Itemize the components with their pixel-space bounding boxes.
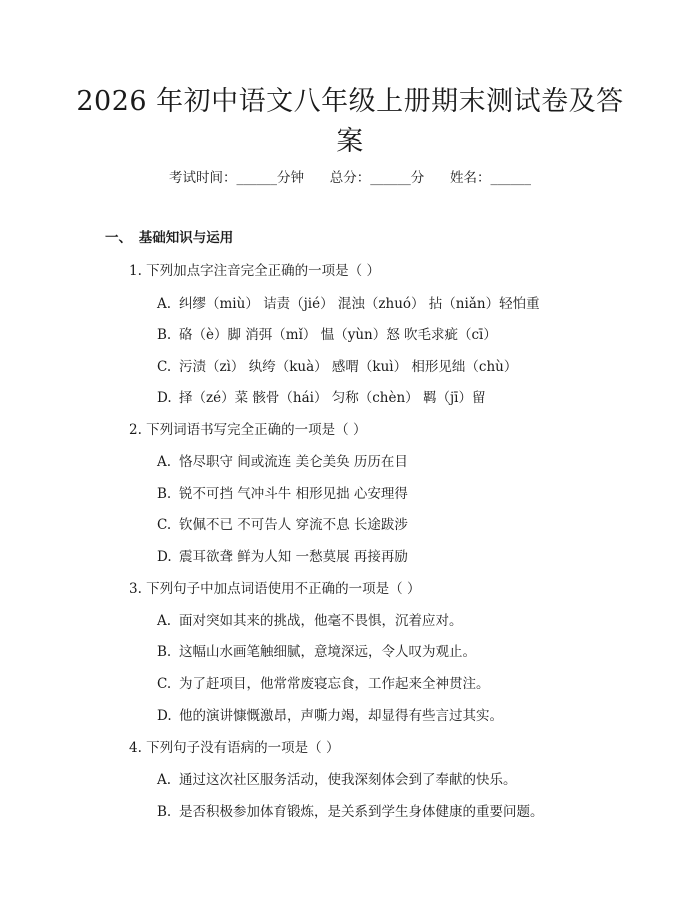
- exam-title-line2: 案: [336, 126, 364, 157]
- question-stem: 3. 下列句子中加点词语使用不正确的一项是（ ）: [129, 581, 421, 597]
- option-text: 为了赶项目，他常常废寝忘食，工作起来全神贯注。: [179, 676, 490, 692]
- question-option: [157, 643, 476, 661]
- option-label: A.: [157, 772, 172, 788]
- option-label: C.: [157, 676, 172, 692]
- option-label: B.: [157, 486, 172, 502]
- option-text: 纠缪（miù） 诘责（jié） 混浊（zhuó） 拈（niǎn）轻怕重: [179, 296, 540, 312]
- option-text: 钦佩不已 不可告人 穿流不息 长途跋涉: [179, 517, 408, 533]
- question-option: [157, 771, 517, 789]
- question-option: [157, 548, 408, 566]
- option-label: B.: [157, 804, 172, 820]
- name-field: 姓名：______: [450, 170, 531, 186]
- option-label: C.: [157, 359, 172, 375]
- option-text: 污渍（zì） 纨绔（kuà） 感喟（kuì） 相形见绌（chù）: [179, 359, 518, 375]
- question-option: [157, 485, 408, 503]
- option-text: 是否积极参加体育锻炼，是关系到学生身体健康的重要问题。: [179, 804, 544, 820]
- question-option: [157, 707, 503, 725]
- section-heading: 一、 基础知识与运用: [105, 230, 234, 246]
- option-label: A.: [157, 454, 172, 470]
- option-text: 这幅山水画笔触细腻，意境深远，令人叹为观止。: [179, 644, 476, 660]
- question-option: [157, 358, 517, 376]
- option-label: A.: [157, 613, 172, 629]
- question-stem: 4. 下列句子没有语病的一项是（ ）: [129, 740, 340, 756]
- option-label: D.: [157, 549, 172, 565]
- option-text: 面对突如其来的挑战，他毫不畏惧，沉着应对。: [179, 613, 463, 629]
- option-text: 震耳欲聋 鲜为人知 一愁莫展 再接再励: [179, 549, 408, 565]
- option-label: B.: [157, 327, 172, 343]
- option-text: 通过这次社区服务活动，使我深刻体会到了奉献的快乐。: [179, 772, 517, 788]
- exam-time-field: 考试时间：______分钟: [169, 170, 304, 186]
- option-label: B.: [157, 644, 172, 660]
- question-stem: 2. 下列词语书写完全正确的一项是（ ）: [129, 422, 367, 438]
- option-label: D.: [157, 390, 172, 406]
- question-option: [157, 453, 408, 471]
- option-label: D.: [157, 708, 172, 724]
- option-text: 他的演讲慷慨激昂，声嘶力竭，却显得有些言过其实。: [179, 708, 503, 724]
- question-option: [157, 516, 408, 534]
- question-option: [157, 675, 490, 693]
- exam-title-line1: 2026 年初中语文八年级上册期末测试卷及答: [76, 86, 624, 117]
- total-score-field: 总分：______分: [329, 170, 425, 186]
- question-stem: 1. 下列加点字注音完全正确的一项是（ ）: [129, 263, 380, 279]
- option-label: A.: [157, 296, 172, 312]
- question-option: [157, 612, 463, 630]
- option-text: 硌（è）脚 消弭（mǐ） 愠（yùn）怒 吹毛求疵（cī）: [179, 327, 497, 343]
- option-label: C.: [157, 517, 172, 533]
- exam-meta: [0, 169, 700, 187]
- option-text: 恪尽职守 间或流连 美仑美奂 历历在目: [179, 454, 408, 470]
- option-text: 择（zé）菜 骸骨（hái） 匀称（chèn） 羁（jī）留: [179, 390, 486, 406]
- exam-title: [0, 82, 700, 162]
- question-option: [157, 803, 544, 821]
- question-option: [157, 326, 497, 344]
- question-option: [157, 389, 485, 407]
- option-text: 锐不可挡 气冲斗牛 相形见拙 心安理得: [179, 486, 408, 502]
- question-option: [157, 295, 540, 313]
